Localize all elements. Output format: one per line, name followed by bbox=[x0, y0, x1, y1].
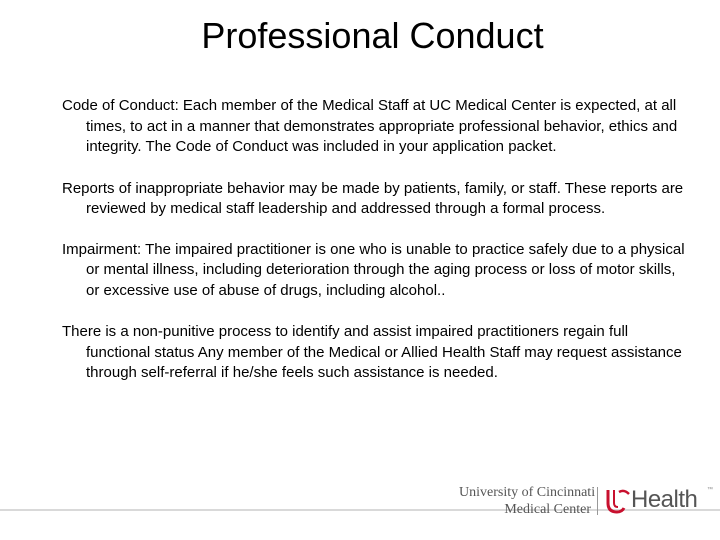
uc-monogram-icon bbox=[606, 488, 630, 514]
paragraph-text: There is a non-punitive process to identify and assist impaired practitioners regain full functional status Any member of the Medical or Allied Health Staff may request assistance through self-referral if he/she feels such assistance is needed. bbox=[62, 323, 682, 381]
health-wordmark: Health bbox=[631, 486, 698, 513]
paragraph-impairment bbox=[62, 240, 692, 302]
uc-health-logo bbox=[459, 478, 713, 528]
paragraph-reports bbox=[62, 179, 692, 220]
slide-body bbox=[62, 96, 692, 405]
paragraph-code-of-conduct bbox=[62, 96, 692, 158]
paragraph-lead: Code of Conduct: bbox=[62, 97, 179, 114]
paragraph-text: Each member of the Medical Staff at UC Medical Center is expected, at all times, to act in a manner that demonstrates appropriate professional behavior, ethics and integrity. The Code of Conduct was included in your application packet. bbox=[86, 97, 678, 155]
paragraph-text: Reports of inappropriate behavior may be made by patients, family, or staff. These reports are reviewed by medical staff leadership and addressed through a formal process. bbox=[62, 179, 684, 217]
paragraph-lead: Impairment: bbox=[62, 240, 142, 258]
trademark-symbol: ™ bbox=[707, 487, 713, 493]
paragraph-non-punitive-process bbox=[62, 322, 692, 384]
paragraph-text: The impaired practitioner is one who is unable to practice safely due to a physical or mental illness, including deterioration through the aging process or loss of motor skills, or excessive use of abuse of drugs, including alcohol.. bbox=[86, 240, 685, 299]
logo-divider bbox=[597, 487, 598, 515]
medical-center-name: Medical Center bbox=[504, 502, 591, 517]
university-name: University of Cincinnati bbox=[459, 485, 596, 500]
slide-title: Professional Conduct bbox=[201, 15, 544, 56]
